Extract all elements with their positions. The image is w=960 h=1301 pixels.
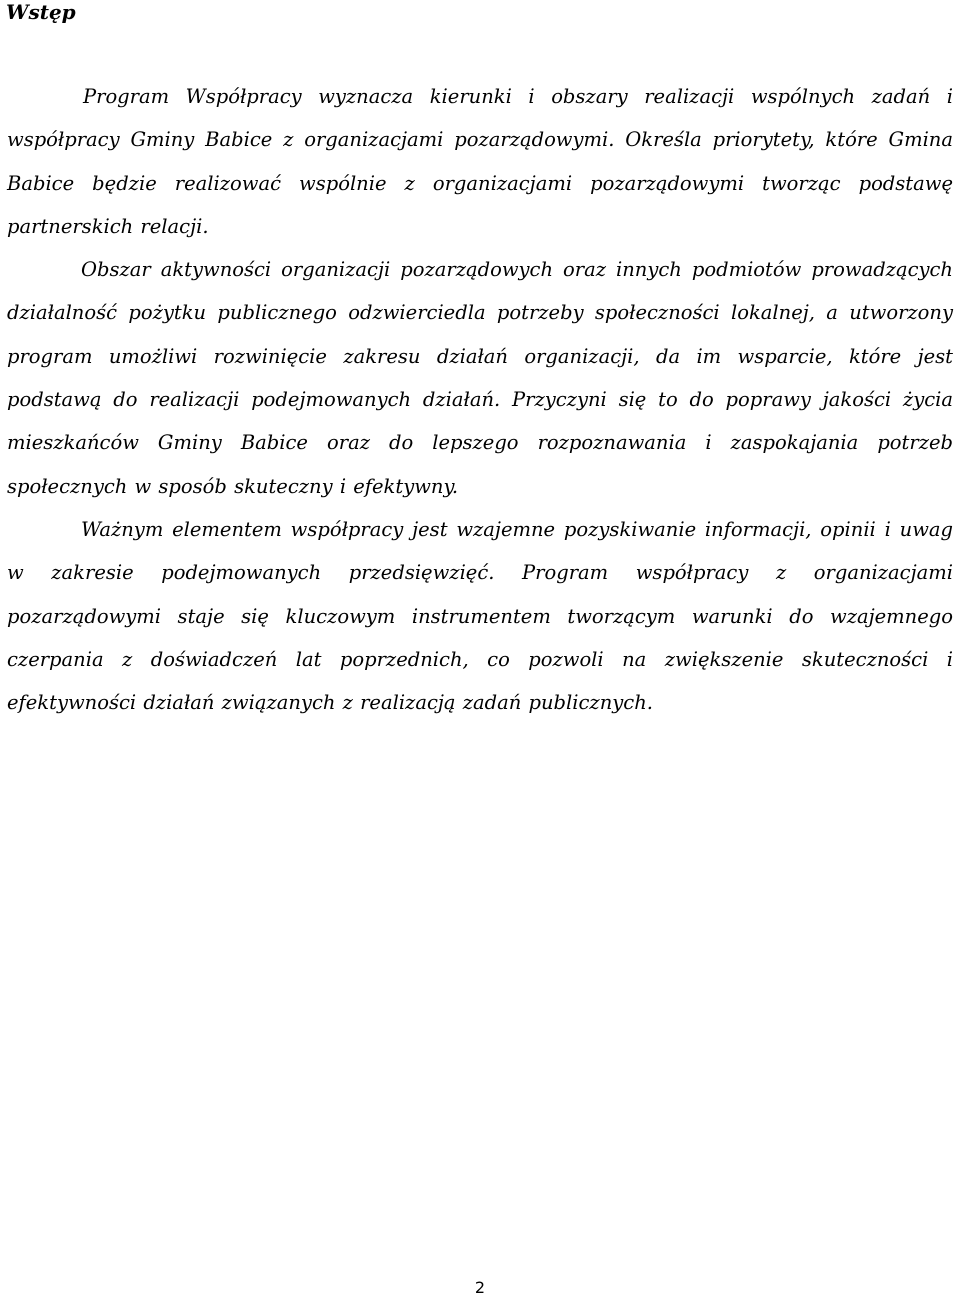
paragraph-2 [7, 248, 953, 508]
section-heading: Wstęp [6, 0, 76, 24]
paragraph-1 [7, 75, 953, 248]
page-number: 2 [474, 1278, 486, 1297]
paragraph-3-text: Ważnym elementem współpracy jest wzajemne pozyskiwanie informacji, opinii i uwag w zakresie podejmowanych przedsięwzięć. Program współpracy z organizacjami pozarządowymi staje się kluczowym instrumentem tworzącym warunki do wzajemnego czerpania z doświadczeń lat poprzednich, co pozwoli na zwiększenie skuteczności i efektywności działań związanych z realizacją zadań publicznych. [7, 517, 953, 715]
paragraph-1-text: Program Współpracy wyznacza kierunki i obszary realizacji wspólnych zadań i współpracy Gminy Babice z organizacjami pozarządowymi. Określa priorytety, które Gmina Babice będzie realizować wspólnie z organizacjami pozarządowymi tworząc podstawę partnerskich relacji. [7, 85, 953, 238]
body-text [7, 75, 953, 724]
paragraph-2-text: Obszar aktywności organizacji pozarządowych oraz innych podmiotów prowadzących działalność pożytku publicznego odzwierciedla potrzeby społeczności lokalnej, a utworzony program umożliwi rozwinięcie zakresu działań organizacji, da im wsparcie, które jest podstawą do realizacji podejmowanych działań. Przyczyni się to do poprawy jakości życia mieszkańców Gminy Babice oraz do lepszego rozpoznawania i zaspokajania potrzeb społecznych w sposób skuteczny i efektywny. [7, 258, 953, 498]
paragraph-3 [7, 508, 953, 724]
